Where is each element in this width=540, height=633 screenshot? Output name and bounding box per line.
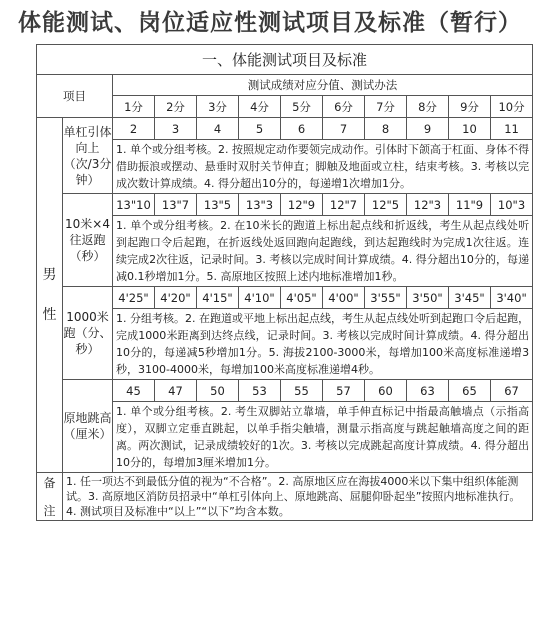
score-label: 10分 [491,96,533,118]
value-cell: 57 [323,380,365,402]
value-cell: 8 [365,118,407,140]
value-cell: 3'45" [449,287,491,309]
value-cell: 53 [239,380,281,402]
score-label: 9分 [449,96,491,118]
value-cell: 3 [155,118,197,140]
value-cell: 65 [449,380,491,402]
value-cell: 6 [281,118,323,140]
value-cell: 50 [197,380,239,402]
score-label: 2分 [155,96,197,118]
item-name: 1000米跑（分、秒） [63,287,113,380]
score-label: 5分 [281,96,323,118]
value-cell: 12"3 [407,194,449,216]
value-cell: 4 [197,118,239,140]
value-cell: 4'10" [239,287,281,309]
value-cell: 2 [113,118,155,140]
value-cell: 12"5 [365,194,407,216]
score-header: 测试成绩对应分值、测试办法 [113,75,533,96]
value-cell: 67 [491,380,533,402]
notes-label: 备 注 [37,473,63,521]
value-cell: 63 [407,380,449,402]
value-cell: 47 [155,380,197,402]
value-cell: 10 [449,118,491,140]
value-cell: 3'55" [365,287,407,309]
value-cell: 12"9 [281,194,323,216]
standards-table [36,44,533,521]
score-label: 8分 [407,96,449,118]
item-name: 原地跳高（厘米） [63,380,113,473]
method-description: 1. 单个或分组考核。2. 考生双脚站立靠墙，单手伸直标记中指最高触墙点（示指高度），双脚立定垂直跳起，以单手指尖触墙，测量示指高度与跳起触墙高度之间的距离。两次测试，记录成绩较好的1次。3. 考核以完成跳起高度计算成绩。4. 得分超出10分的，每增加3厘米增加1分。 [113,402,533,473]
item-name: 单杠引体向上（次/3分钟） [63,118,113,194]
document-title: 体能测试、岗位适应性测试项目及标准（暂行） [18,10,522,36]
item-name: 10米×4往返跑（秒） [63,194,113,287]
value-cell: 45 [113,380,155,402]
gender-label: 男 性 [37,118,63,473]
value-cell: 60 [365,380,407,402]
score-label: 4分 [239,96,281,118]
value-cell: 9 [407,118,449,140]
score-label: 3分 [197,96,239,118]
notes-text: 1. 任一项达不到最低分值的视为“不合格”。2. 高原地区应在海拔4000米以下集中组织体能测试。3. 高原地区消防员招录中“单杠引体向上、原地跳高、屈腿仰卧起坐”按照内地标准执行。4. 测试项目及标准中“以上”“以下”均含本数。 [63,473,533,521]
method-description: 1. 单个或分组考核。2. 按照规定动作要领完成动作。引体时下颌高于杠面、身体不得借助振浪或摆动、悬垂时双肘关节伸直；脚触及地面或立柱，结束考核。3. 考核以完成次数计算成绩。4. 得分超出10分的，每递增1次增加1分。 [113,140,533,194]
value-cell: 4'05" [281,287,323,309]
value-cell: 11"9 [449,194,491,216]
method-description: 1. 单个或分组考核。2. 在10米长的跑道上标出起点线和折返线，考生从起点线处听到起跑口令后起跑，在折返线处返回跑向起跑线，到达起跑线时为完成1次往返。连续完成2次往返，记录时间。3. 考核以完成时间计算成绩。4. 得分超出10分的，每递减0.1秒增加1分。5. 高原地区按照上述内地标准增加1秒。 [113,216,533,287]
value-cell: 13"3 [239,194,281,216]
value-cell: 13"5 [197,194,239,216]
section-title: 一、体能测试项目及标准 [37,45,533,75]
value-cell: 7 [323,118,365,140]
method-description: 1. 分组考核。2. 在跑道或平地上标出起点线，考生从起点线处听到起跑口令后起跑，完成1000米距离到达终点线，记录时间。3. 考核以完成时间计算成绩。4. 得分超出10分的，每递减5秒增加1分。5. 海拔2100-3000米，每增加100米高度标准递增3秒，3100-4000米，每增加100米高度标准递增4秒。 [113,309,533,380]
item-header: 项目 [37,75,113,118]
score-label: 7分 [365,96,407,118]
score-label: 6分 [323,96,365,118]
score-label: 1分 [113,96,155,118]
value-cell: 55 [281,380,323,402]
value-cell: 10"3 [491,194,533,216]
value-cell: 5 [239,118,281,140]
value-cell: 13"10 [113,194,155,216]
value-cell: 12"7 [323,194,365,216]
value-cell: 4'25" [113,287,155,309]
value-cell: 13"7 [155,194,197,216]
value-cell: 4'15" [197,287,239,309]
value-cell: 4'20" [155,287,197,309]
value-cell: 3'50" [407,287,449,309]
value-cell: 3'40" [491,287,533,309]
value-cell: 4'00" [323,287,365,309]
value-cell: 11 [491,118,533,140]
